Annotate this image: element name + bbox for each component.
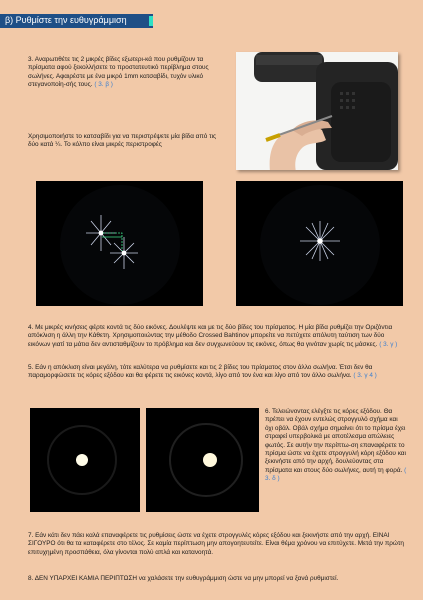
section-header [0, 14, 153, 28]
step-3-note: Χρησιμοποιήστε το κατσαβίδι για να περιστρέψετε μία βίδα από τις δύο κατά ¼. Το κόλπο είναι μικρές περιστροφές [28, 133, 217, 149]
exit-pupil-image-1 [30, 408, 140, 512]
step-4-ref[interactable]: ( 3. γ ) [379, 340, 398, 348]
step-6-text: 6. Τελειώνοντας ελέγξτε τις κόρες εξόδου. Θα πρέπει να έχουν εντελώς στρογγυλό σχήμα και όχι οβάλ. Οβάλ σχήμα σημαίνει ότι το πρίσμα έχει στραφεί υπερβολικά με αποτέλεσμα απώλειες φωτός. Σε αυτήν την περίπτω-ση επαναφέρετε το πρίσμα ώστε να έχετε στρογγυλή κόρη εξόδου και ξεκινήστε από την αρχή, δουλεύοντας στα πρίσματα και στους δύο σωλήνες, αυτή τη φορά. ( 3. δ ) [265, 408, 407, 483]
step-3-ref[interactable]: ( 3. β ) [94, 81, 113, 89]
step-8-text: 8. ΔΕΝ ΥΠΑΡΧΕΙ ΚΑΜΙΑ ΠΕΡΙΠΤΩΣΗ να χαλάσετε την ευθυγράμμιση ώστε να μην μπορεί να ξανά ρυθμιστεί. [28, 575, 339, 582]
step-5-text: 5. Εάν η απόκλιση είναι μεγάλη, τότε καλύτερα να ρυθμίσετε και τις 2 βίδες του πρίσματος στον άλλο σωλήνα. Έτσι δεν θα παραμορφώσετε τις κόρες εξόδου και θα φέρετε τις εικόνες κοντά, λίγο από τον ένα και λίγο από τον άλλο σωλήνα. ( 3. γ 4 ) [28, 364, 377, 380]
section-title: β) Ρυθμίστε την ευθυγράμμιση [5, 15, 127, 25]
bahtinov-image-aligned [236, 181, 403, 306]
step-7-text: 7. Εάν κάτι δεν πάει καλά επαναφέρετε τις ρυθμίσεις ώστε να έχετε στρογγυλές κόρες εξόδου και ξεκινήστε από την αρχή. ΕΙΝΑΙ ΣΙΓΟΥΡΟ ότι θα τα καταφέρετε στο τέλος. Σε καμία περίπτωση μην απογοητευτείτε. Είναι θέμα χρόνου να επιτύχετε. Μετά την πρώτη επιτυχημένη προσπάθεια, όλα γίνονται πολύ απλά και κατανοητά. [28, 532, 404, 556]
text-cursor [149, 16, 153, 26]
bahtinov-image-offset [36, 181, 203, 306]
binocular-illustration [236, 52, 398, 170]
exit-pupil-image-2 [146, 408, 259, 512]
step-3-text: 3. Αναρωτιθέτε τις 2 μικρές βίδες εξωτερι-κά που ρυθμίζουν τα πρίσματα αφού ξεκολλήσετε το προστατευτικό περίβλημα στους σωλήνες. Αφαιρέστε με ένα μικρό 1mm κατσαβίδι, τυχόν υλικό στεγανοποίη-σής τους. ( 3. β ) [28, 56, 209, 89]
binocular-screwdriver-photo [236, 52, 398, 170]
step-5-ref[interactable]: ( 3. γ 4 ) [353, 372, 377, 380]
step-6-ref[interactable]: ( 3. δ ) [265, 466, 407, 483]
step-4-text: 4. Με μικρές κινήσεις φέρτε κοντά τις δύο εικόνες. Δουλέψτε και με τις δύο βίδες του πρίσματος. Η μία βίδα ρυθμίζει την Οριζόντια απόκλιση η άλλη την Κάθετη. Χρησιμοποιώντας την μέθοδο Crossed Bahtinov μπορείτε να πετύχετε απόλυτη ταύτιση των δύο εικόνων γιατί τα μάτια δεν αντισταθμίζουν το πρόβλημα και δεν συγχωνεύουν τις εικόνες, όπως θα γινόταν χωρίς τις μάσκες. ( 3. γ ) [28, 324, 398, 348]
